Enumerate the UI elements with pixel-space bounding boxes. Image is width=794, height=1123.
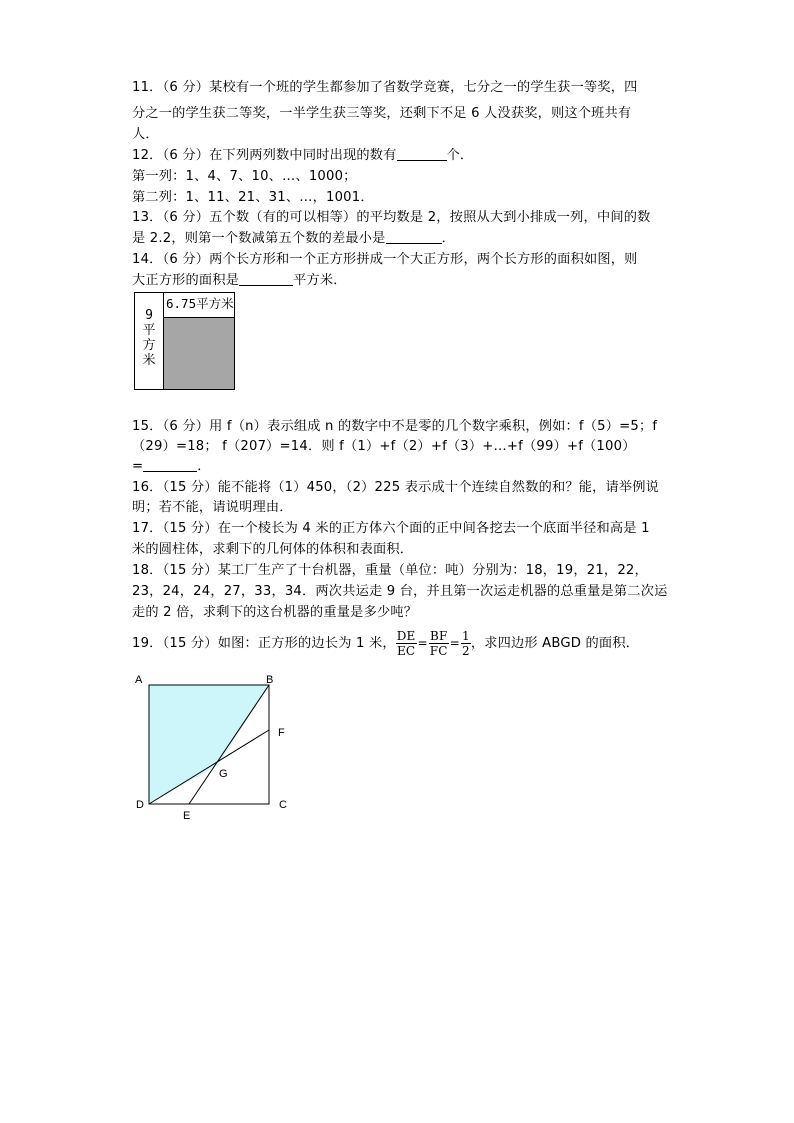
q17-line-1: 17．（15 分）在一个棱长为 4 米的正方体六个面的正中间各挖去一个底面半径和高是 1 [132, 521, 650, 536]
q12-line [132, 148, 473, 164]
q19-label-g: G [219, 768, 228, 780]
q14-suffix: 平方米． [293, 273, 347, 288]
q19-frac1-den: EC [396, 643, 416, 658]
q14-line-2 [132, 273, 347, 289]
q19-label-b: B [266, 674, 274, 686]
q13-answer-blank [386, 231, 442, 244]
q19-shaded-quadrilateral [149, 685, 269, 804]
q18-line-3: 走的 2 倍，求剩下的这台机器的重量是多少吨？ [132, 605, 418, 620]
q15-answer-blank [143, 459, 197, 472]
q15-line-1: 15．（6 分）用 f（n）表示组成 n 的数字中不是零的几个数字乘积，例如：f（5）=5；f [132, 419, 658, 434]
q16-line-2: 明；若不能，请说明理由． [132, 500, 293, 515]
q12-sequence-2: 第二列：1、11、21、31、…，1001． [132, 190, 374, 205]
q19-fraction-de-ec [396, 629, 417, 658]
q19-label-c: C [279, 799, 287, 811]
q13-prefix: 是 2.2，则第一个数减第五个数的差最小是 [132, 231, 386, 246]
q19-line [132, 626, 639, 662]
q14-left-label-3: 米 [142, 353, 156, 368]
q19-equals-2: = [449, 636, 460, 650]
q19-frac1-num: DE [396, 628, 416, 643]
q13-line-1: 13．（6 分）五个数（有的可以相等）的平均数是 2，按照从大到小排成一列，中间的数 [132, 210, 651, 225]
q14-line-1: 14．（6 分）两个长方形和一个正方形拼成一个大正方形，两个长方形的面积如图，则 [132, 252, 638, 267]
q13-line-2 [132, 231, 455, 247]
q14-answer-blank [239, 273, 293, 286]
q19-fraction-half [461, 629, 471, 658]
q14-shaded-square [164, 318, 234, 389]
q14-left-label-2: 方 [142, 338, 156, 353]
q19-geometry-figure [128, 668, 298, 828]
q19-prefix: 19．（15 分）如图：正方形的边长为 1 米， [132, 636, 396, 651]
q18-line-2: 23，24，24，27，33，34．两次共运走 9 台，并且第一次运走机器的总重量是第二次运 [132, 584, 668, 599]
q17-line-2: 米的圆柱体，求剩下的几何体的体积和表面积． [132, 542, 414, 557]
q16-line-1: 16．（15 分）能不能将（1）450，（2）225 表示成十个连续自然数的和？能，请举例说 [132, 480, 660, 495]
q18-line-1: 18．（15 分）某工厂生产了十台机器，重量（单位：吨）分别为：18，19，21，22， [132, 563, 648, 578]
q19-equals-1: = [417, 636, 428, 650]
q11-line-1: 11．（6 分）某校有一个班的学生都参加了省数学竞赛，七分之一的学生获一等奖，四 [132, 80, 638, 95]
q12-prefix: 12．（6 分）在下列两列数中同时出现的数有 [132, 148, 397, 163]
q12-answer-blank [397, 148, 447, 161]
q11-line-2: 分之一的学生获二等奖，一半学生获三等奖，还剩下不足 6 人没获奖，则这个班共有 [132, 106, 632, 121]
q19-frac2-num: BF [429, 628, 448, 643]
q11-line-3: 人． [132, 127, 159, 142]
q19-label-f: F [278, 727, 285, 739]
q14-left-label-1: 平 [142, 323, 156, 338]
q14-figure [134, 292, 235, 390]
q19-label-a: A [135, 674, 143, 686]
q12-suffix: 个． [446, 148, 474, 163]
q14-top-rectangle: 6.75平方米 [164, 293, 234, 318]
q19-label-d: D [136, 799, 144, 811]
q19-label-e: E [183, 810, 191, 822]
q19-suffix: ，求四边形 ABGD 的面积． [470, 636, 640, 651]
q15-prefix: = [132, 459, 144, 474]
q19-frac2-den: FC [429, 643, 448, 658]
q15-line-3 [132, 459, 211, 475]
q14-left-label-0: 9 [145, 308, 153, 323]
q14-left-rectangle [135, 293, 164, 389]
q19-frac3-num: 1 [461, 628, 470, 643]
q15-line-2: （29）=18； f（207）=14．则 f（1）+f（2）+f（3）+…+f（99）+f（100） [132, 439, 636, 454]
q13-suffix: ． [441, 231, 455, 246]
q19-frac3-den: 2 [461, 643, 470, 658]
q19-fraction-bf-fc [429, 629, 449, 658]
q12-sequence-1: 第一列：1、4、7、10、…、1000； [132, 169, 357, 184]
q14-prefix: 大正方形的面积是 [132, 273, 240, 288]
q15-suffix: ． [197, 459, 211, 474]
